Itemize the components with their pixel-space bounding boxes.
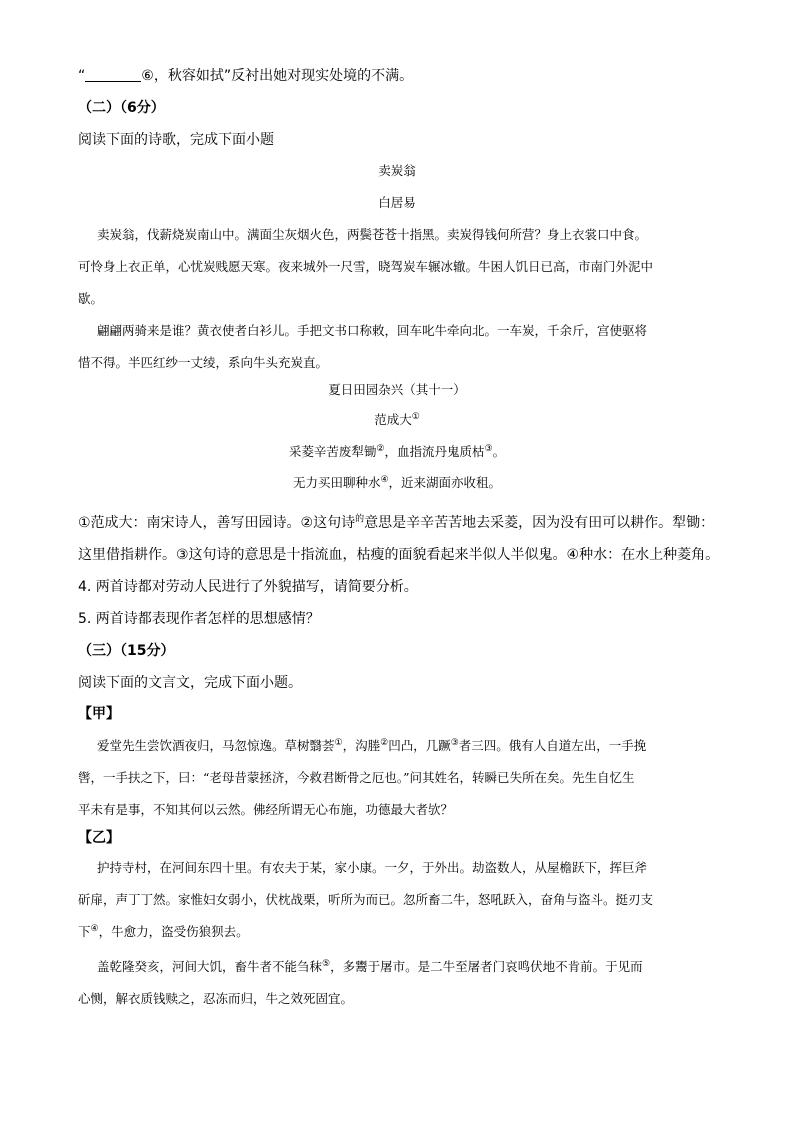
footnote-marker: ⑤ <box>322 958 331 969</box>
poem2-text: ，近来湖面亦收租。 <box>388 475 502 490</box>
footnote-marker: ③ <box>450 737 459 748</box>
footnote-marker: ① <box>411 411 420 422</box>
note-text: 意思是辛辛苦苦地去采菱，因为没有田可以耕作。犁锄： <box>364 515 715 531</box>
poem2-line-1 <box>0 443 794 461</box>
passage-text: ，沟塍 <box>342 738 381 753</box>
poem2-author-name: 范成大 <box>374 412 412 427</box>
passage-jia-line-2: 辔，一手扶之下，曰：“老母昔蒙拯济，今救君断骨之厄也。”问其姓名，转瞬已失所在矣。先生自忆生 <box>78 770 635 785</box>
passage-jia-line-1 <box>97 737 646 755</box>
poem1-author: 白居易 <box>378 195 416 210</box>
footnote-marker: ② <box>380 737 389 748</box>
passage-text: 爱堂先生尝饮酒夜归，马忽惊逸。草树翳荟 <box>97 738 335 753</box>
passage-text: 下 <box>78 924 91 939</box>
passage-yi-label: 【乙】 <box>78 830 120 846</box>
passage-text: 盖乾隆癸亥，河间大饥，畜牛者不能刍秣 <box>97 959 323 974</box>
footnote-marker: ④ <box>90 923 99 934</box>
poem1-line: 可怜身上衣正单，心忧炭贱愿天寒。夜来城外一尺雪，晓驾炭车辗冰辙。牛困人饥日已高，市南门外泥中 <box>78 259 654 274</box>
answer-blank[interactable] <box>85 67 141 82</box>
footnote-marker: ③ <box>484 443 493 454</box>
blank-number: ⑥ <box>141 68 154 84</box>
poem2-title: 夏日田园杂兴（其十一） <box>328 382 466 397</box>
passage-yi-line-2: 斫扉，声丁丁然。家惟妇女弱小，伏枕战栗，听所为而已。忽所畜二牛，怒吼跃入，奋角与盗斗。挺刃支 <box>78 892 654 907</box>
poem1-line: 翩翩两骑来是谁？黄衣使者白衫儿。手把文书口称敕，回车叱牛牵向北。一车炭，千余斤，宫使驱将 <box>97 323 648 338</box>
poem1-line: 歇。 <box>78 291 104 306</box>
passage-text: 凹凸，几蹶 <box>388 738 451 753</box>
passage-jia-line-3: 平未有是事，不知其何以云然。佛经所谓无心布施，功德最大者欤？ <box>78 802 454 817</box>
blank-line-text: ，秋容如拭”反衬出她对现实处境的不满。 <box>153 68 414 84</box>
section-3-instruction: 阅读下面的文言文，完成下面小题。 <box>78 675 302 691</box>
poem2-text: 无力买田聊种水 <box>292 475 381 490</box>
notes-line-2: 这里借指耕作。③这句诗的意思是十指流血，枯瘦的面貌看起来半似人半似鬼。④种水：在水上种菱角。 <box>78 547 720 563</box>
section-3-heading: （三）（15分） <box>78 643 175 659</box>
superscript-char: 的 <box>355 514 365 525</box>
poem2-author <box>0 411 794 429</box>
poem2-text: 。 <box>492 444 506 459</box>
footnote-marker: ① <box>334 737 343 748</box>
section-2-heading: （二）（6分） <box>78 100 165 116</box>
passage-text: ，牛愈力，盗受伤狼狈去。 <box>98 924 249 939</box>
poem2-text: 采菱辛苦废犁锄 <box>288 444 377 459</box>
passage-text: 者三四。俄有人自道左出，一手挽 <box>458 738 647 753</box>
poem1-line: 惜不得。半匹红纱一丈绫，系向牛头充炭直。 <box>78 355 329 370</box>
section-2-instruction: 阅读下面的诗歌，完成下面小题 <box>78 132 274 148</box>
passage-yi-line-5: 心恻，解衣质钱赎之，忍冻而归，牛之效死固宜。 <box>78 991 354 1006</box>
poem1-line: 卖炭翁，伐薪烧炭南山中。满面尘灰烟火色，两鬓苍苍十指黑。卖炭得钱何所营？身上衣裳口中食。 <box>97 227 648 242</box>
open-quote: “ <box>78 68 86 84</box>
poem2-line-2 <box>0 474 794 492</box>
footnote-marker: ④ <box>380 474 389 485</box>
notes-line-1 <box>78 514 714 532</box>
passage-text: ，多鬻于屠市。是二牛至屠者门哀鸣伏地不肯前。于见而 <box>330 959 643 974</box>
question-4: 4. 两首诗都对劳动人民进行了外貌描写，请简要分析。 <box>78 579 418 595</box>
poem2-text: ，血指流丹鬼质枯 <box>384 444 485 459</box>
passage-yi-line-4 <box>97 958 643 976</box>
question-5: 5. 两首诗都表现作者怎样的思想感情？ <box>78 611 320 627</box>
note-text: ①范成大：南宋诗人，善写田园诗。②这句诗 <box>78 515 356 531</box>
passage-yi-line-3 <box>78 923 249 941</box>
passage-yi-line-1: 护持寺村，在河间东四十里。有农夫于某，家小康。一夕，于外出。劫盗数人，从屋檐跃下，挥巨斧 <box>97 860 648 875</box>
fill-blank-line <box>78 67 413 85</box>
poem1-title: 卖炭翁 <box>378 163 416 178</box>
footnote-marker: ② <box>376 443 385 454</box>
passage-jia-label: 【甲】 <box>78 706 120 722</box>
